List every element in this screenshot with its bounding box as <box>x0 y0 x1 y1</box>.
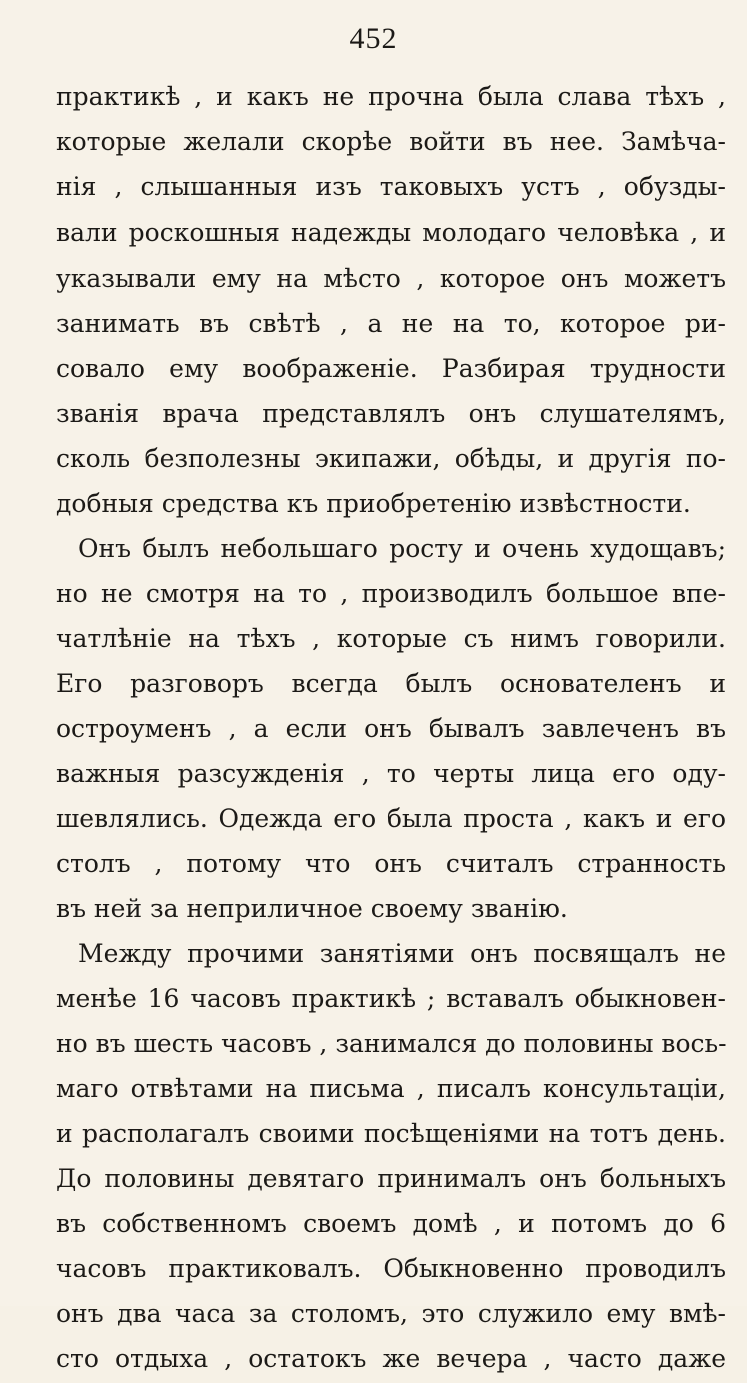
text-line: менѣе 16 часовъ практикѣ ; вставалъ обыкновен- <box>56 984 726 1013</box>
text-line: указывали ему на мѣсто , которое онъ можетъ <box>56 264 726 293</box>
text-line: сто отдыха , остатокъ же вечера , часто даже <box>56 1344 726 1373</box>
page-number: 452 <box>349 22 398 55</box>
text-line: важныя разсужденія , то черты лица его оду- <box>56 759 726 788</box>
text-line: званія врача представлялъ онъ слушателямъ, <box>56 399 726 428</box>
text-line: маго отвѣтами на письма , писалъ консультаціи, <box>56 1074 726 1103</box>
text-line: Онъ былъ небольшаго росту и очень худощавъ; <box>78 534 726 563</box>
text-line: которые желали скорѣе войти въ нее. Замѣча- <box>56 127 726 156</box>
text-line: шевлялись. Одежда его была проста , какъ и его <box>56 804 726 833</box>
text-line: занимать въ свѣтѣ , а не на то, которое ри- <box>56 309 726 338</box>
text-line: онъ два часа за столомъ, это служило ему вмѣ- <box>56 1299 726 1328</box>
text-line: практикѣ , и какъ не прочна была слава тѣхъ , <box>56 82 726 111</box>
text-line: добныя средства къ приобретенію извѣстности. <box>56 489 691 518</box>
text-line: въ собственномъ своемъ домѣ , и потомъ до 6 <box>56 1209 726 1238</box>
text-line: До половины девятаго принималъ онъ больныхъ <box>56 1164 726 1193</box>
text-line: но не смотря на то , производилъ большое впе- <box>56 579 726 608</box>
text-line: Его разговоръ всегда былъ основателенъ и <box>56 669 726 698</box>
text-line: въ ней за неприличное своему званію. <box>56 894 568 923</box>
text-line: часовъ практиковалъ. Обыкновенно проводилъ <box>56 1254 726 1283</box>
text-line: столъ , потому что онъ считалъ странность <box>56 849 726 878</box>
text-line: сколь безполезны экипажи, обѣды, и другія по- <box>56 444 726 473</box>
text-line: и располагалъ своими посѣщеніями на тотъ день. <box>56 1119 726 1148</box>
text-line: вали роскошныя надежды молодаго человѣка , и <box>56 218 726 247</box>
text-line: но въ шесть часовъ , занимался до половины вось- <box>56 1029 727 1058</box>
text-line: нія , слышанныя изъ таковыхъ устъ , обузды- <box>56 172 726 201</box>
text-line: Между прочими занятіями онъ посвящалъ не <box>78 939 726 968</box>
text-line: совало ему воображеніе. Разбирая трудности <box>56 354 726 383</box>
text-line: остроуменъ , а если онъ бывалъ завлеченъ въ <box>56 714 726 743</box>
text-line: чатлѣніе на тѣхъ , которые съ нимъ говорили. <box>56 624 726 653</box>
